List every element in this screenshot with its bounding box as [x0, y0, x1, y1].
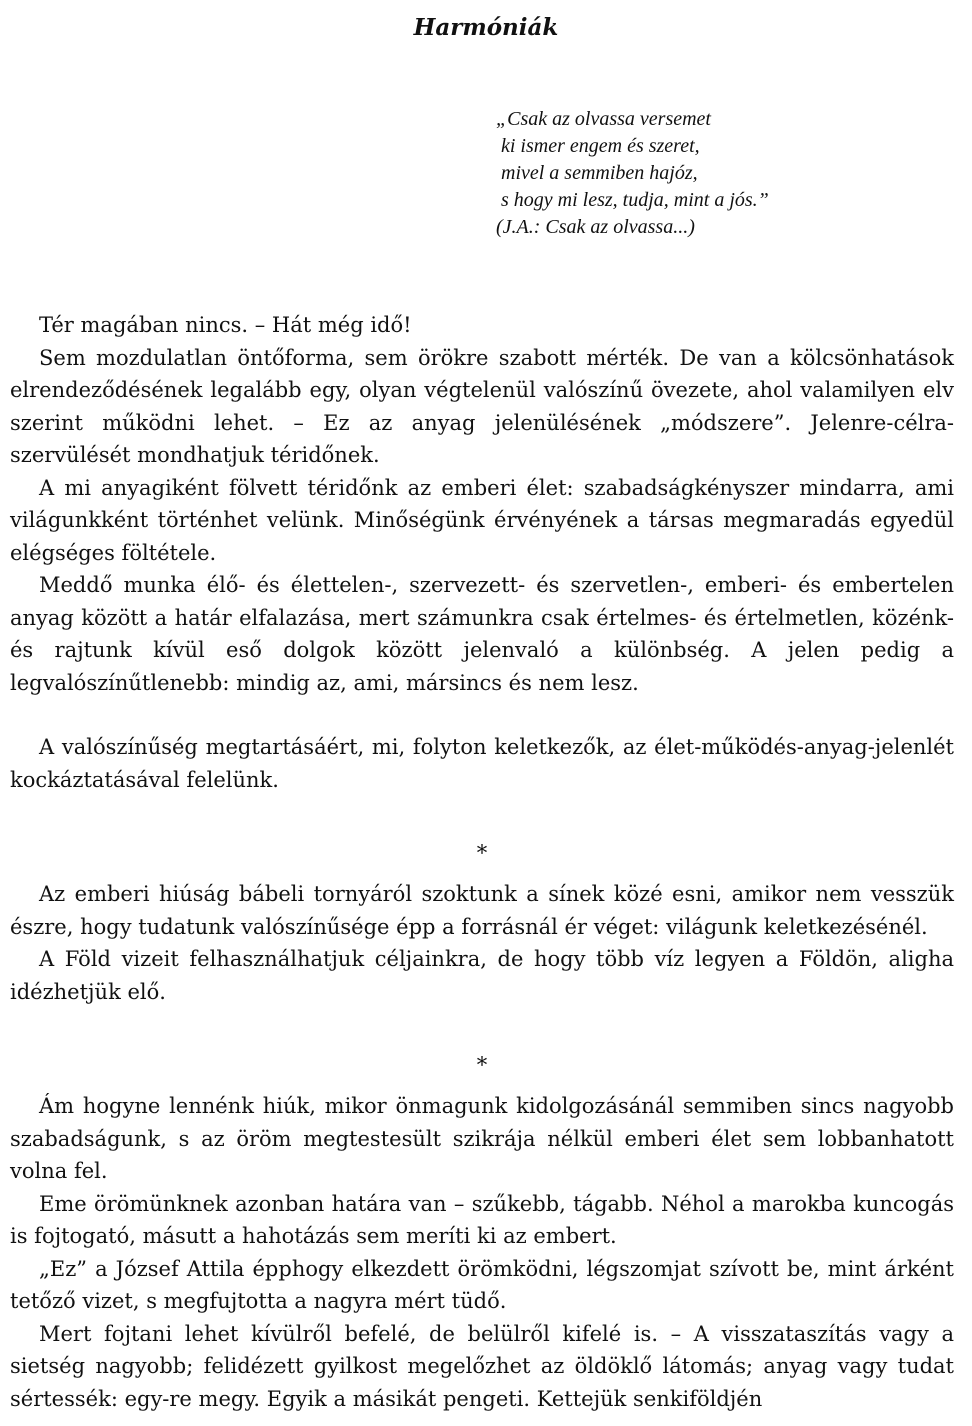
paragraph: Az emberi hiúság bábeli tornyáról szoktunk a sínek közé esni, amikor nem vesszük észre, hogy tudatunk valószínűsége épp a forrásnál ér véget: világunk keletkezésénél. — [10, 882, 954, 939]
body-text — [10, 309, 954, 1415]
epigraph-line: s hogy mi lesz, tudja, mint a jós.” — [496, 189, 769, 211]
paragraph: A Föld vizeit felhasználhatjuk céljainkra, de hogy több víz legyen a Földön, aligha idézhetjük elő. — [10, 947, 954, 1004]
epigraph-line: „Csak az olvassa versemet — [496, 108, 711, 130]
page-title: Harmóniák — [413, 14, 559, 41]
paragraph: A valószínűség megtartásáért, mi, folyton keletkezők, az élet-működés-anyag-jelenlét kockáztatásával felelünk. — [10, 735, 954, 792]
paragraph: Ám hogyne lennénk hiúk, mikor önmagunk kidolgozásánál semmiben sincs nagyobb szabadságunk, s az öröm megtestesült szikrája nélkül emberi élet sem lobbanhatott volna fel. — [10, 1094, 954, 1183]
epigraph-line: mivel a semmiben hajóz, — [496, 162, 698, 184]
paragraph: Meddő munka élő- és élettelen-, szervezett- és szervetlen-, emberi- és embertelen anyag között a határ elfalazása, mert számunkra csak értelmes- és értelmetlen, közénk- és rajtunk kívül eső dolgok között jelenvaló a különbség. A jelen pedig a legvalószínűtlenebb: mindig az, ami, mársincs és nem lesz. — [10, 573, 954, 695]
paragraph: A mi anyagiként fölvett téridőnk az emberi élet: szabadságkényszer mindarra, ami világunkként történhet velünk. Minőségünk érvényének a társas megmaradás egyedül elégséges föltétele. — [10, 475, 954, 565]
paragraph: „Ez” a József Attila épphogy elkezdett örömködni, légszomjat szívott be, mint árként tetőző vizet, s megfujtotta a nagyra mért tüdő. — [10, 1256, 954, 1313]
paragraph: Mert fojtani lehet kívülről befelé, de belülről kifelé is. – A visszataszítás vagy a sietség nagyobb; felidézett gyilkost megelőzhet az öldöklő látomás; anyag vagy tudat sértessék: egy-re megy. Egyik a másikát pengeti. Kettejük senkiföldjén — [10, 1321, 954, 1411]
epigraph-attribution: (J.A.: Csak az olvassa...) — [496, 216, 695, 238]
section-separator: * — [476, 841, 488, 865]
epigraph — [496, 106, 769, 241]
section-separator: * — [476, 1053, 488, 1077]
paragraph-gap — [10, 1008, 954, 1040]
paragraph: Tér magában nincs. – Hát még idő! — [39, 313, 412, 337]
paragraph: Eme örömünknek azonban határa van – szűkebb, tágabb. Néhol a marokba kuncogás is fojtogató, másutt a hahotázás sem meríti ki az embert. — [10, 1191, 954, 1248]
paragraph: Sem mozdulatlan öntőforma, sem örökre szabott mérték. De van a kölcsönhatások elrendeződésének legalább egy, olyan végtelenül valószínű övezete, ahol valamilyen elv szerint működni lehet. – Ez az anyag jelenülésének „módszere”. Jelenre-célra-szervülését mondhatjuk téridőnek. — [10, 345, 954, 467]
epigraph-line: ki ismer engem és szeret, — [496, 135, 700, 157]
paragraph-gap — [10, 699, 954, 731]
paragraph-gap — [10, 796, 954, 828]
